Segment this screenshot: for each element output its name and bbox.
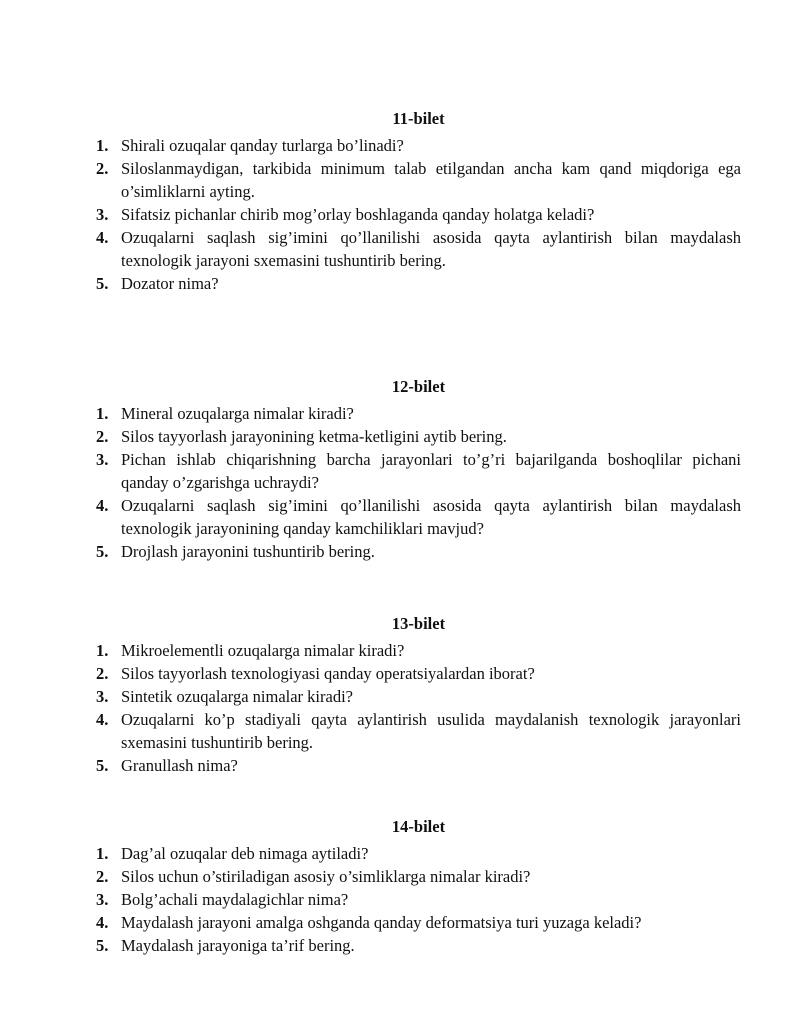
question-text: Shirali ozuqalar qanday turlarga bo’linadi?: [121, 136, 404, 155]
question-text: Ozuqalarni saqlash sig’imini qo’llanilishi asosida qayta aylantirish bilan maydalash texnologik jarayonining qanday kamchiliklari mavjud?: [121, 496, 741, 538]
question-item: [96, 934, 741, 957]
question-text: Pichan ishlab chiqarishning barcha jarayonlari to’g’ri bajarilganda boshoqlilar pichani qanday o’zgarishga uchraydi?: [121, 450, 741, 492]
question-text: Ozuqalarni ko’p stadiyali qayta aylantirish usulida maydalanish texnologik jarayonlari sxemasini tushuntirib bering.: [121, 710, 741, 752]
question-number: 3.: [96, 890, 109, 909]
question-item: [96, 494, 741, 540]
question-text: Dag’al ozuqalar deb nimaga aytiladi?: [121, 844, 369, 863]
question-item: [96, 540, 741, 563]
question-number: 2.: [96, 427, 109, 446]
question-item: [96, 842, 741, 865]
question-item: [96, 448, 741, 494]
ticket-title: 11-bilet: [392, 109, 445, 128]
question-text: Ozuqalarni saqlash sig’imini qo’llanilishi asosida qayta aylantirish bilan maydalash texnologik jarayoni sxemasini tushuntirib bering.: [121, 228, 741, 270]
question-item: [96, 639, 741, 662]
ticket-14: [96, 815, 741, 957]
question-item: [96, 865, 741, 888]
question-text: Sifatsiz pichanlar chirib mog’orlay boshlaganda qanday holatga keladi?: [121, 205, 595, 224]
question-number: 5.: [96, 756, 109, 775]
question-number: 4.: [96, 710, 109, 729]
question-text: Silos uchun o’stiriladigan asosiy o’simliklarga nimalar kiradi?: [121, 867, 531, 886]
ticket-13: [96, 612, 741, 777]
question-text: Drojlash jarayonini tushuntirib bering.: [121, 542, 375, 561]
question-text: Silos tayyorlash texnologiyasi qanday operatsiyalardan iborat?: [121, 664, 535, 683]
question-item: [96, 708, 741, 754]
question-item: [96, 685, 741, 708]
question-item: [96, 911, 741, 934]
question-number: 3.: [96, 687, 109, 706]
question-list: [96, 402, 741, 563]
question-item: [96, 425, 741, 448]
question-item: [96, 888, 741, 911]
question-number: 5.: [96, 936, 109, 955]
ticket-title: 13-bilet: [391, 614, 446, 633]
question-number: 4.: [96, 496, 109, 515]
question-text: Sintetik ozuqalarga nimalar kiradi?: [121, 687, 353, 706]
question-item: [96, 226, 741, 272]
question-item: [96, 157, 741, 203]
question-text: Granullash nima?: [121, 756, 238, 775]
question-number: 1.: [96, 844, 109, 863]
question-item: [96, 402, 741, 425]
question-number: 1.: [96, 404, 109, 423]
question-number: 3.: [96, 450, 109, 469]
question-number: 5.: [96, 542, 109, 561]
question-text: Mineral ozuqalarga nimalar kiradi?: [121, 404, 354, 423]
question-text: Mikroelementli ozuqalarga nimalar kiradi?: [121, 641, 405, 660]
question-text: Maydalash jarayoni amalga oshganda qanday deformatsiya turi yuzaga keladi?: [121, 913, 642, 932]
question-number: 2.: [96, 159, 109, 178]
question-list: [96, 842, 741, 957]
question-item: [96, 134, 741, 157]
question-number: 3.: [96, 205, 109, 224]
question-item: [96, 203, 741, 226]
ticket-title: 12-bilet: [391, 377, 446, 396]
question-text: Dozator nima?: [121, 274, 219, 293]
question-number: 2.: [96, 664, 109, 683]
question-item: [96, 272, 741, 295]
question-list: [96, 639, 741, 777]
question-number: 1.: [96, 641, 109, 660]
ticket-11: [96, 107, 741, 295]
question-text: Bolg’achali maydalagichlar nima?: [121, 890, 349, 909]
question-list: [96, 134, 741, 295]
question-number: 2.: [96, 867, 109, 886]
question-item: [96, 754, 741, 777]
question-number: 4.: [96, 913, 109, 932]
question-text: Silos tayyorlash jarayonining ketma-ketligini aytib bering.: [121, 427, 507, 446]
ticket-12: [96, 375, 741, 563]
question-text: Siloslanmaydigan, tarkibida minimum talab etilgandan ancha kam qand miqdoriga ega o’simliklarni ayting.: [121, 159, 741, 201]
question-item: [96, 662, 741, 685]
question-number: 5.: [96, 274, 109, 293]
question-number: 1.: [96, 136, 109, 155]
question-text: Maydalash jarayoniga ta’rif bering.: [121, 936, 355, 955]
ticket-title: 14-bilet: [391, 817, 446, 836]
question-number: 4.: [96, 228, 109, 247]
